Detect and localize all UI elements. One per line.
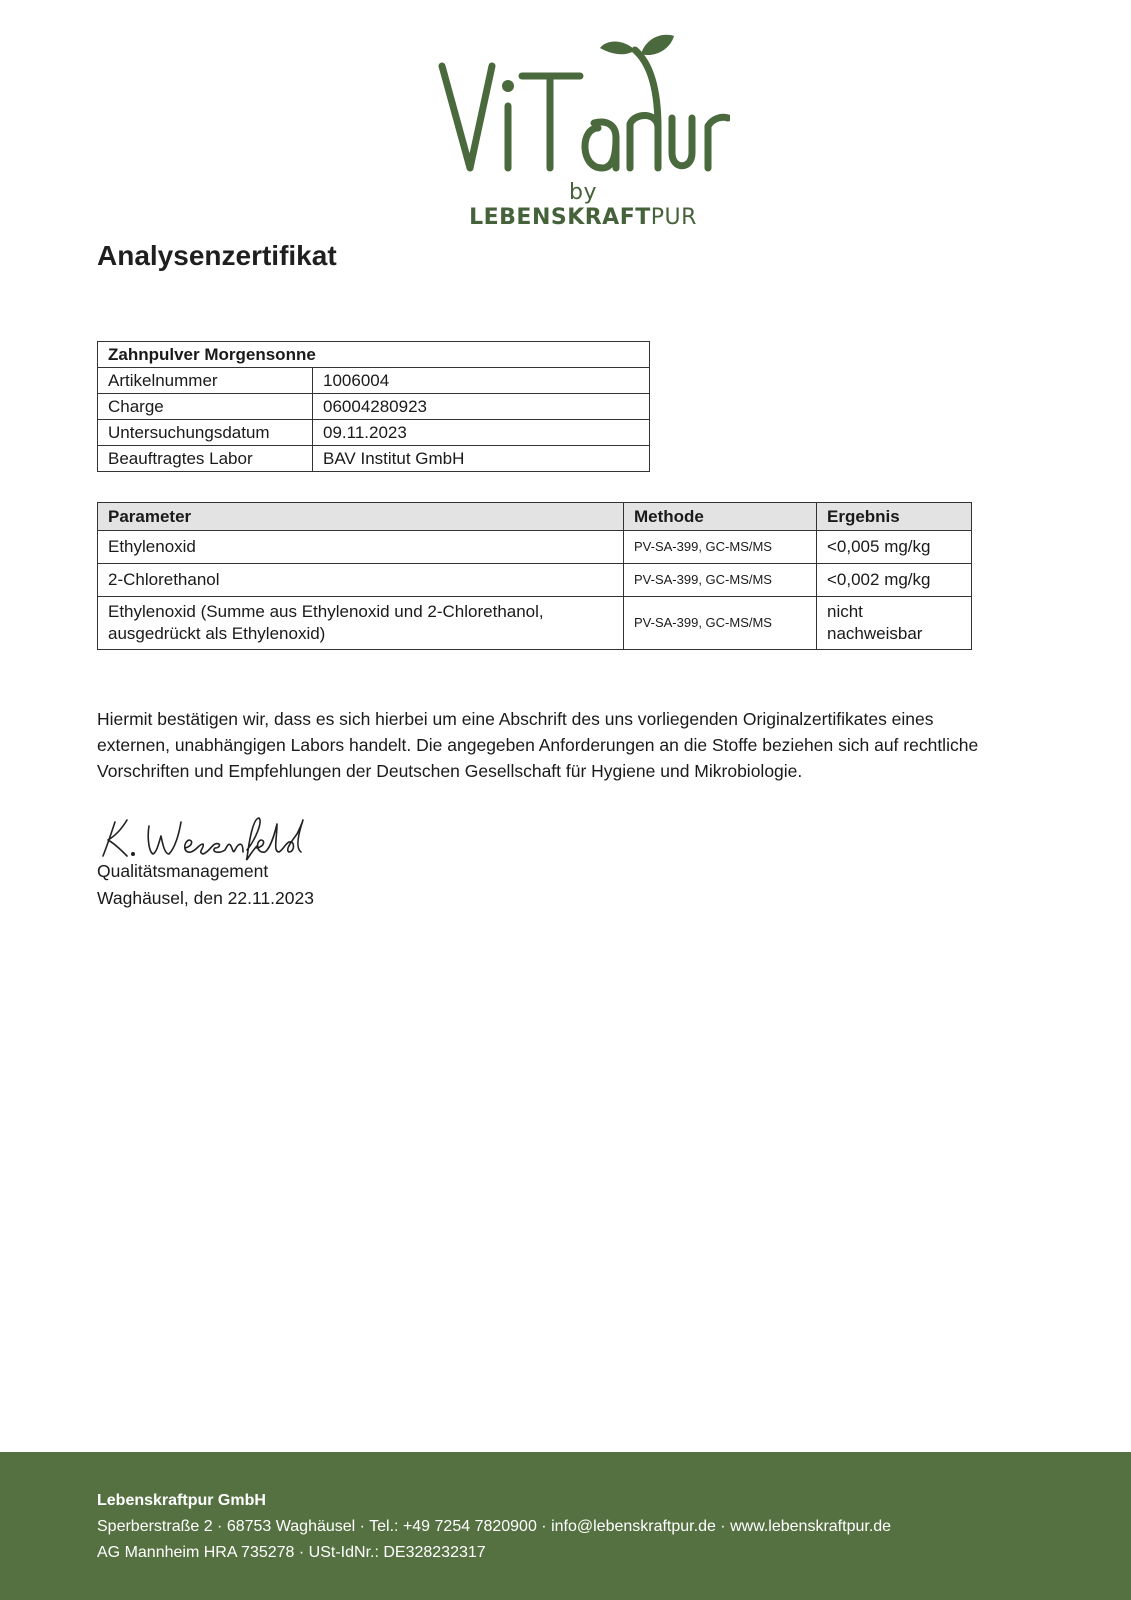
parameter-cell: Ethylenoxid <box>98 531 624 564</box>
product-name: Zahnpulver Morgensonne <box>98 342 650 368</box>
header-result: Ergebnis <box>817 503 972 531</box>
row-label: Charge <box>98 394 313 420</box>
statement-line: Vorschriften und Empfehlungen der Deutschen Gesellschaft für Hygiene und Mikrobiologie. <box>97 761 803 781</box>
certificate-statement <box>97 706 1077 784</box>
statement-line: Hiermit bestätigen wir, dass es sich hierbei um eine Abschrift des uns vorliegenden Originalzertifikates eines <box>97 709 934 729</box>
header-parameter: Parameter <box>98 503 624 531</box>
result-cell <box>817 597 972 650</box>
table-row <box>98 446 650 472</box>
parameter-cell: 2-Chlorethanol <box>98 564 624 597</box>
method-cell: PV-SA-399, GC-MS/MS <box>624 564 817 597</box>
footer-content <box>97 1488 891 1566</box>
tagline-suffix: PUR <box>650 205 697 230</box>
footer-company: Lebenskraftpur GmbH <box>97 1492 266 1509</box>
footer-registry: AG Mannheim HRA 735278 · USt-IdNr.: DE328232317 <box>97 1544 486 1561</box>
product-header-row <box>98 342 650 368</box>
footer-address: Sperberstraße 2 · 68753 Waghäusel · Tel.: +49 7254 7820900 · info@lebenskraftpur.de · www.lebenskraftpur.de <box>97 1518 892 1535</box>
page-title: Analysenzertifikat <box>97 240 337 271</box>
brand-logo <box>430 28 730 230</box>
results-table <box>97 502 972 650</box>
parameter-line: ausgedrückt als Ethylenoxid) <box>108 624 326 643</box>
header-method: Methode <box>624 503 817 531</box>
row-value: 09.11.2023 <box>313 420 650 446</box>
handwritten-signature <box>97 812 317 862</box>
result-cell: <0,002 mg/kg <box>817 564 972 597</box>
place-date: Waghäusel, den 22.11.2023 <box>97 888 314 908</box>
method-cell: PV-SA-399, GC-MS/MS <box>624 531 817 564</box>
results-header-row <box>98 503 972 531</box>
signer-role: Qualitätsmanagement <box>97 861 269 881</box>
parameter-cell <box>98 597 624 650</box>
result-cell: <0,005 mg/kg <box>817 531 972 564</box>
table-row <box>98 394 650 420</box>
row-value: 06004280923 <box>313 394 650 420</box>
logo-tagline <box>458 180 708 230</box>
parameter-line: Ethylenoxid (Summe aus Ethylenoxid und 2-Chlorethanol, <box>108 602 544 621</box>
row-label: Beauftragtes Labor <box>98 446 313 472</box>
table-row <box>98 597 972 650</box>
statement-line: externen, unabhängigen Labors handelt. Die angegeben Anforderungen an die Stoffe beziehen sich auf rechtliche <box>97 735 979 755</box>
table-row <box>98 564 972 597</box>
result-line: nachweisbar <box>827 624 923 643</box>
table-row <box>98 531 972 564</box>
tagline-strong: LEBENSKRAFT <box>469 205 651 230</box>
table-row <box>98 420 650 446</box>
product-info-table <box>97 341 650 472</box>
row-label: Artikelnummer <box>98 368 313 394</box>
row-value: 1006004 <box>313 368 650 394</box>
signature-block <box>97 858 314 912</box>
tagline-prefix: by <box>569 180 597 205</box>
row-value: BAV Institut GmbH <box>313 446 650 472</box>
table-row <box>98 368 650 394</box>
footer <box>0 1452 1131 1600</box>
result-line: nicht <box>827 602 863 621</box>
vitapur-logo-graphic <box>430 28 730 178</box>
row-label: Untersuchungsdatum <box>98 420 313 446</box>
method-cell: PV-SA-399, GC-MS/MS <box>624 597 817 650</box>
